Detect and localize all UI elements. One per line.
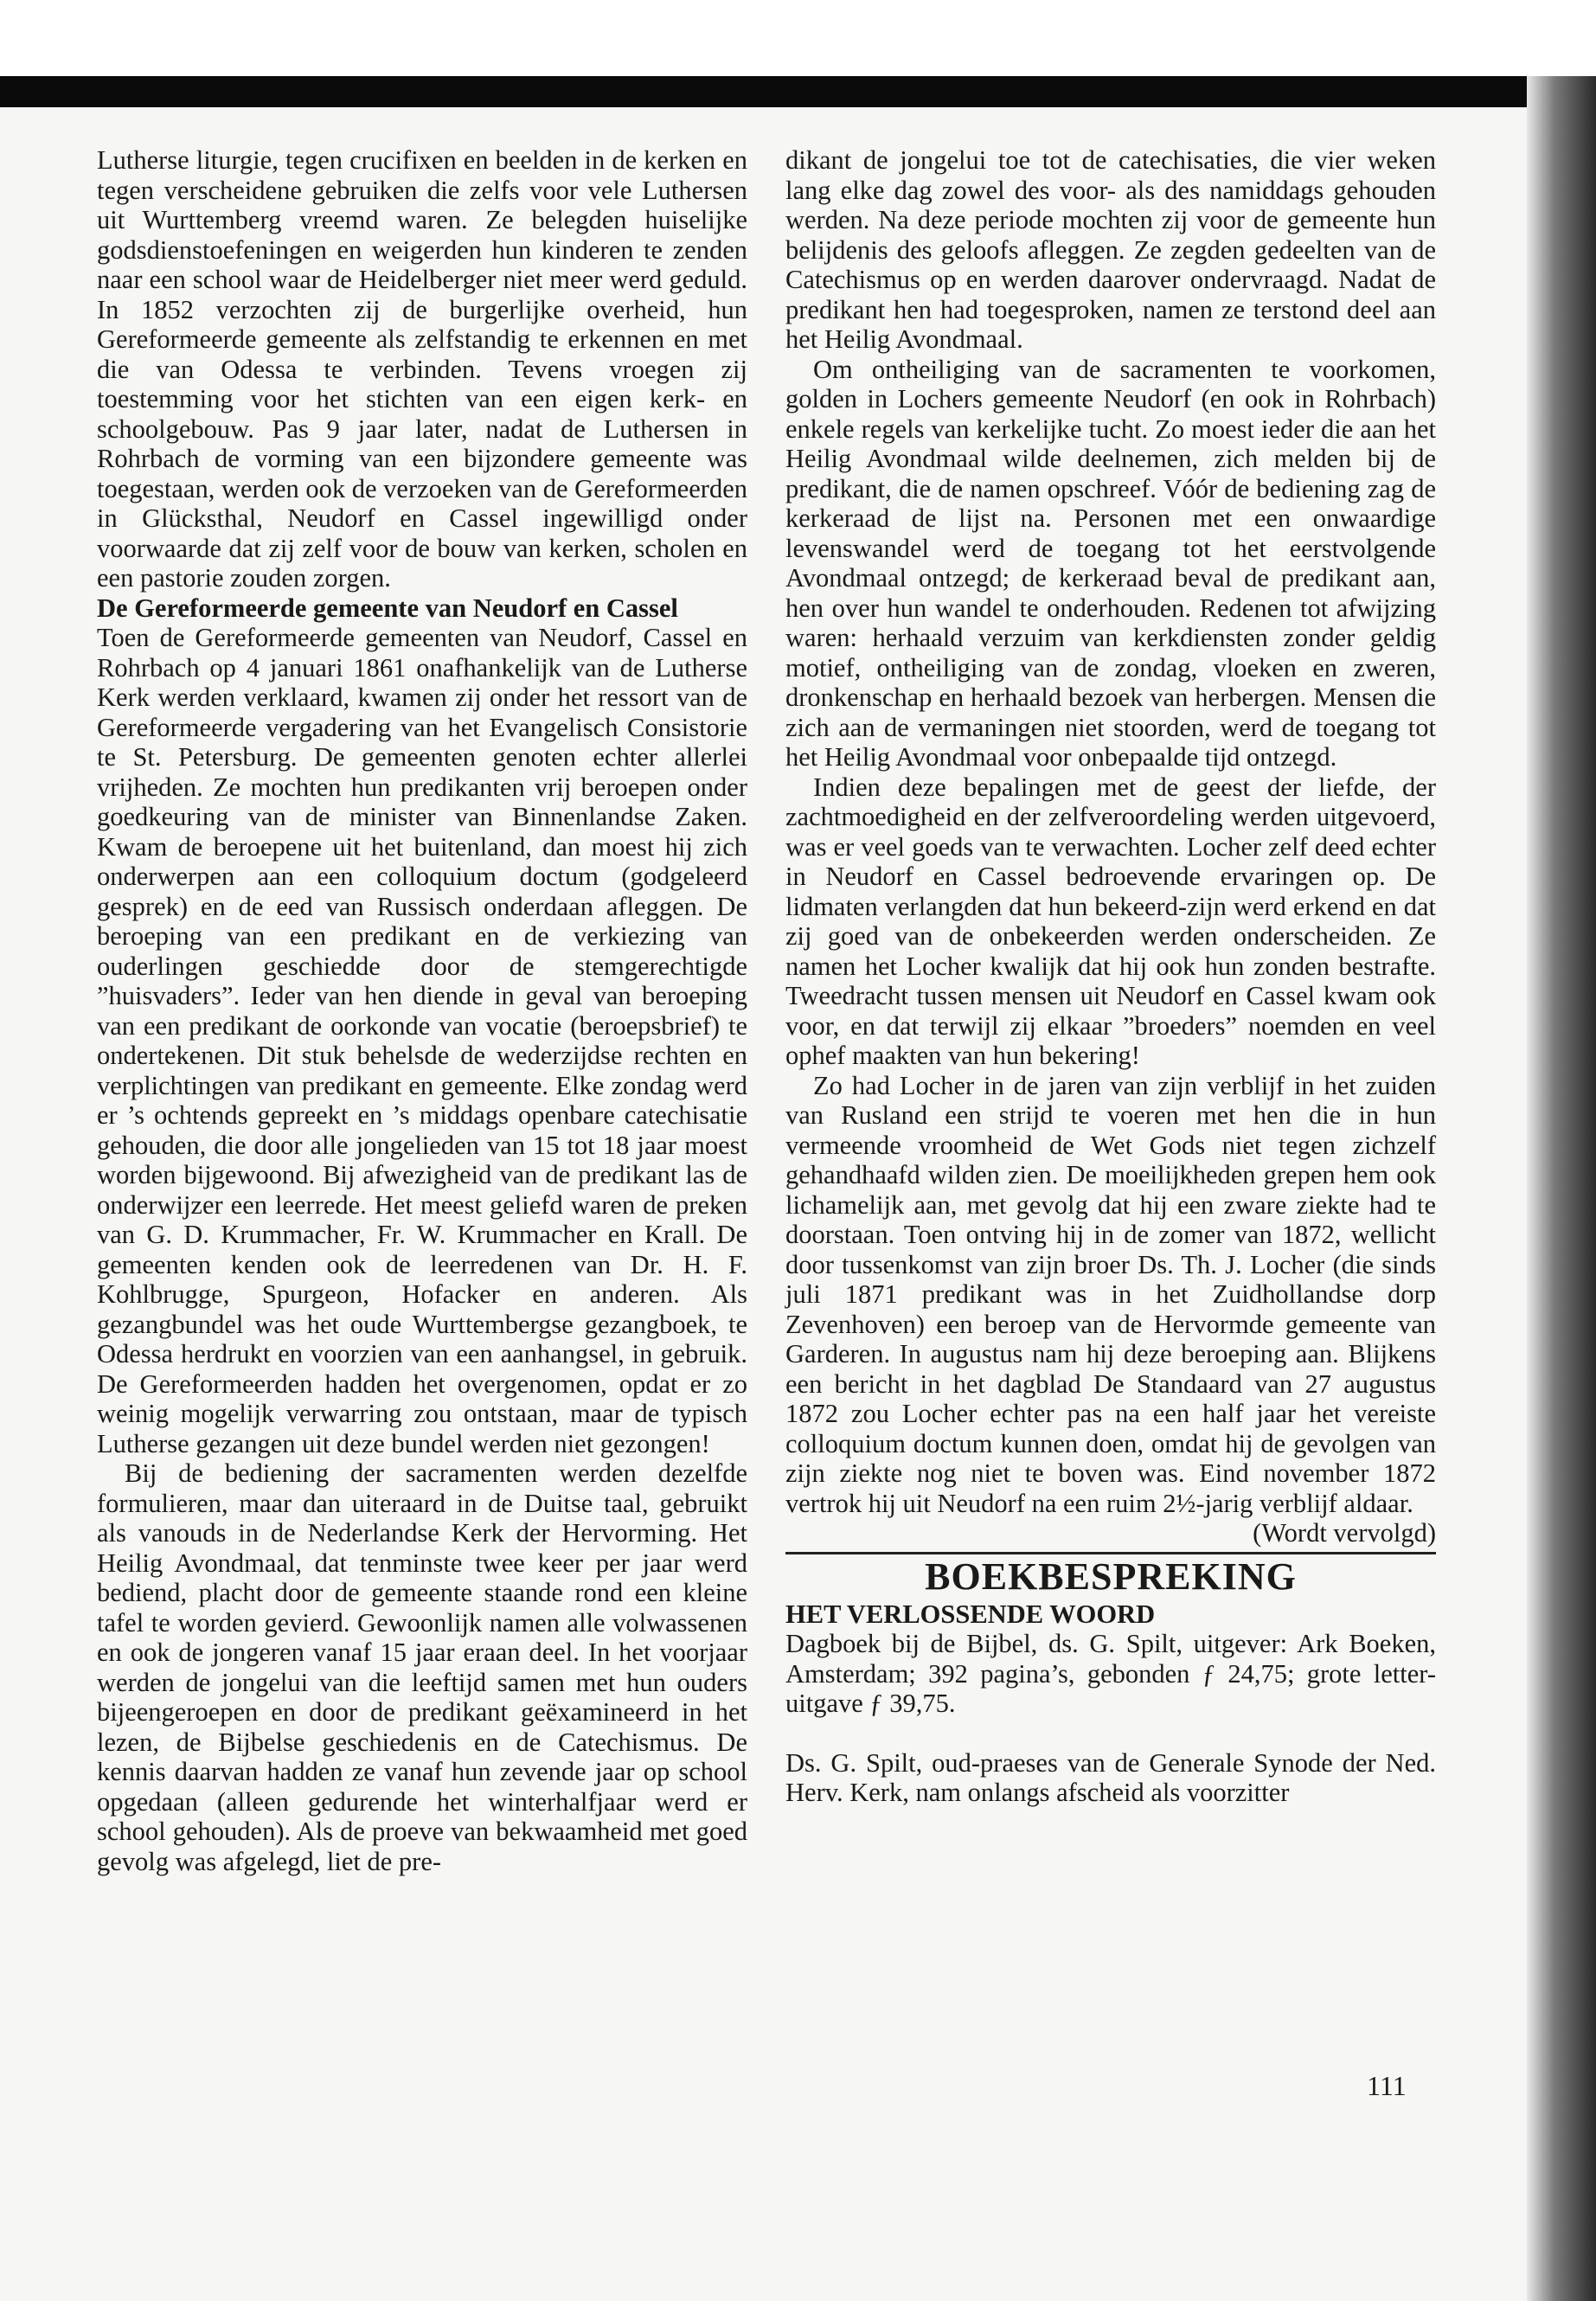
book-details: Dagboek bij de Bijbel, ds. G. Spilt, uitgever: Ark Boeken, Amsterdam; 392 pagina’s, gebonden ƒ 24,75; grote letter-uitgave ƒ 39,75. (785, 1629, 1436, 1718)
book-title: HET VERLOSSENDE WOORD (785, 1599, 1156, 1629)
book-spine-edge (1527, 76, 1596, 2301)
article-paragraph: Zo had Locher in de jaren van zijn verblijf in het zuiden van Rusland een strijd te voeren met hen die in hun vermeende vroomheid de Wet Gods niet tegen zichzelf gehandhaafd wilden zien. De moeilijkheden grepen hem ook lichamelijk aan, met gevolg dat hij een zware ziekte had te doorstaan. Toen ontving hij in de zomer van 1872, wellicht door tussenkomst van zijn broer Ds. Th. J. Locher (die sinds juli 1871 predikant was in het Zuidhollandse dorp Zevenhoven) een beroep van de Hervormde gemeente van Garderen. In augustus nam hij deze beroeping aan. Blijkens een bericht in het dagblad De Standaard van 27 augustus 1872 zou Locher echter pas na een half jaar het vereiste colloquium doctum kunnen doen, omdat hij de gevolgen van zijn ziekte nog niet te boven was. Eind november 1872 vertrok hij uit Neudorf na een ruim 2½-jarig verblijf aldaar. (785, 1070, 1436, 1518)
to-be-continued-note: (Wordt vervolgd) (1253, 1518, 1436, 1548)
paragraph-gap (785, 1719, 1436, 1748)
article-paragraph: Om ontheiliging van de sacramenten te voorkomen, golden in Lochers gemeente Neudorf (en ook in Rohrbach) enkele regels van kerkelijke tucht. Zo moest ieder die aan het Heilig Avondmaal wilde deelnemen, zich melden bij de predikant, die de namen opschreef. Vóór de bediening zag de kerkeraad de lijst na. Personen met een onwaardige levenswandel werd de toegang tot het eerstvolgende Avondmaal ontzegd; de kerkeraad beval de predikant aan, hen over hun wandel te onderhouden. Redenen tot afwijzing waren: herhaald verzuim van kerkdiensten zonder geldig motief, ontheiliging van de zondag, vloeken en zweren, dronkenschap en herhaald bezoek van herbergen. Mensen die zich aan de vermaningen niet stoorden, werd de toegang tot het Heilig Avondmaal voor onbepaalde tijd ontzegd. (785, 354, 1436, 772)
page-number: 111 (1367, 2070, 1407, 2101)
article-paragraph: Indien deze bepalingen met de geest der liefde, der zachtmoedigheid en der zelfveroordeling werden uitgevoerd, was er veel goeds van te verwachten. Locher zelf deed echter in Neudorf en Cassel bedroevende ervaringen op. De lidmaten verlangden dat hun bekeerd-zijn werd erkend en dat zij goed van de onbekeerden werden onderscheiden. Ze namen het Locher kwalijk dat hij ook hun zonden bestrafte. Tweedracht tussen mensen uit Neudorf en Cassel kwam ook voor, en dat terwijl zij elkaar ”broeders” noemden en veel ophef maakten van hun bekering! (785, 772, 1436, 1070)
section-heading: De Gereformeerde gemeente van Neudorf en Cassel (97, 593, 678, 623)
article-paragraph: Lutherse liturgie, tegen crucifixen en beelden in de kerken en tegen verscheidene gebruiken die zelfs voor vele Luthersen uit Wurttemberg vreemd waren. Ze belegden huiselijke godsdienstoefeningen en weigerden hun kinderen te zenden naar een school waar de Heidelberger niet meer werd geduld. In 1852 verzochten zij de burgerlijke overheid, hun Gereformeerde gemeente als zelfstandig te erkennen en met die van Odessa te verbinden. Tevens vroegen zij toestemming voor het stichten van een eigen kerk- en schoolgebouw. Pas 9 jaar later, nadat de Luthersen in Rohrbach de vorming van een bijzondere gemeente was toegestaan, werden ook de verzoeken van de Gereformeerden in Glücksthal, Neudorf en Cassel ingewilligd onder voorwaarde dat zij zelf voor de bouw van kerken, scholen en een pastorie zouden zorgen. (97, 145, 747, 593)
scan-margin (0, 0, 1596, 76)
left-column (97, 145, 747, 1876)
review-section-title: BOEKBESPREKING (925, 1554, 1297, 1598)
article-paragraph: Toen de Gereformeerde gemeenten van Neudorf, Cassel en Rohrbach op 4 januari 1861 onafhankelijk van de Lutherse Kerk werden verklaard, kwamen zij onder het ressort van de Gereformeerde vergadering van het Evangelisch Consistorie te St. Petersburg. De gemeenten genoten echter allerlei vrijheden. Ze mochten hun predikanten vrij beroepen onder goedkeuring van de minister van Binnenlandse Zaken. Kwam de beroepene uit het buitenland, dan moest hij zich onderwerpen aan een colloquium doctum (godgeleerd gesprek) en de eed van Russisch onderdaan afleggen. De beroeping van een predikant en de verkiezing van ouderlingen geschiedde door de stemgerechtigde ”huisvaders”. Ieder van hen diende in geval van beroeping van een predikant de oorkonde van vocatie (beroepsbrief) te ondertekenen. Dit stuk behelsde de wederzijdse rechten en verplichtingen van predikant en gemeente. Elke zondag werd er ’s ochtends gepreekt en ’s middags openbare catechisatie gehouden, die door alle jongelieden van 15 tot 18 jaar moest worden bijgewoond. Bij afwezigheid van de predikant las de onderwijzer een leerrede. Het meest geliefd waren de preken van G. D. Krummacher, Fr. W. Krummacher en Krall. De gemeenten kenden ook de leerredenen van Dr. H. F. Kohlbrugge, Spurgeon, Hofacker en anderen. Als gezangbundel was het oude Wurttembergse gezangboek, te Odessa herdrukt en voorzien van een aanhangsel, in gebruik. De Gereformeerden hadden het overgenomen, opdat er zo weinig mogelijk verwarring zou ontstaan, maar de typisch Lutherse gezangen uit deze bundel werden niet gezongen! (97, 623, 747, 1458)
scan-dark-border (0, 76, 1596, 107)
article-paragraph: Bij de bediening der sacramenten werden dezelfde formulieren, maar dan uiteraard in de Duitse taal, gebruikt als vanouds in de Nederlandse Kerk der Hervorming. Het Heilig Avondmaal, dat tenminste twee keer per jaar werd bediend, placht door de gemeente staande rond een kleine tafel te worden gevierd. Gewoonlijk namen alle volwassenen en ook de jongeren vanaf 15 jaar eraan deel. In het voorjaar werden de jongelui van die leeftijd samen met hun ouders bijeengeroepen en door de predikant geëxamineerd in het lezen, de Bijbelse geschiedenis en de Catechismus. De kennis daarvan hadden ze vanaf hun zevende jaar op school opgedaan (alleen gedurende het winterhalfjaar werd er school gehouden). Als de proeve van bekwaamheid met goed gevolg was afgelegd, liet de pre- (97, 1458, 747, 1876)
right-column (785, 145, 1436, 1808)
review-paragraph: Ds. G. Spilt, oud-praeses van de Generale Synode der Ned. Herv. Kerk, nam onlangs afscheid als voorzitter (785, 1747, 1436, 1807)
article-paragraph: dikant de jongelui toe tot de catechisaties, die vier weken lang elke dag zowel des voor- als des namiddags gehouden werden. Na deze periode mochten zij voor de gemeente hun belijdenis des geloofs afleggen. Ze zegden gedeelten van de Catechismus op en werden daarover ondervraagd. Nadat de predikant hen had toegesproken, namen ze terstond deel aan het Heilig Avondmaal. (785, 145, 1436, 354)
